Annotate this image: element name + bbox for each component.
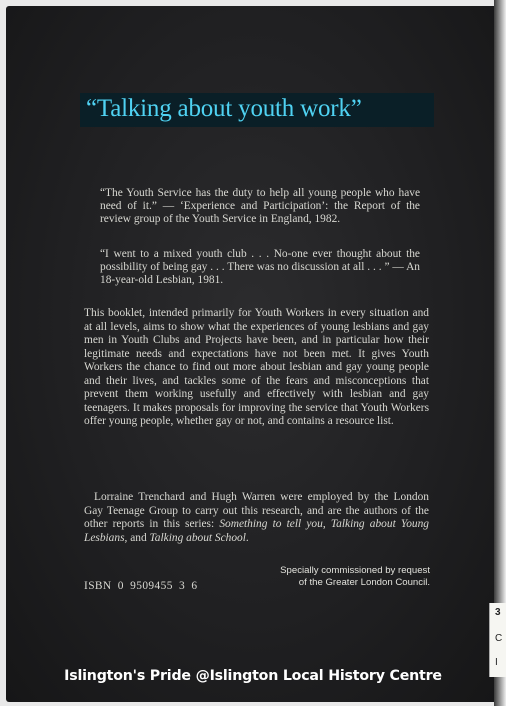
book-title: “Talking about youth work” bbox=[86, 95, 362, 122]
paragraph-end: . bbox=[245, 531, 249, 544]
library-label-line-1: 3 bbox=[495, 607, 501, 618]
library-label-line-2: C bbox=[495, 633, 503, 644]
commission-note bbox=[252, 565, 430, 589]
commission-line-1: Specially commissioned by request bbox=[280, 565, 430, 576]
series-title-3: Talking about School bbox=[149, 531, 246, 544]
quote-18-year-old: “I went to a mixed youth club . . . No-one ever thought about the possibility of being gay . . . There was no discussion at all . . . ” — An 18-year-old Lesbian, 1981. bbox=[100, 248, 420, 287]
description-paragraph: This booklet, intended primarily for Youth Workers in every situation and at all levels, aims to show what the experiences of young lesbians and gay men in Youth Clubs and Projects have been, and in particular how their legitimate needs and expectations have not been met. It gives Youth Workers the chance to find out more about lesbian and gay young people and their lives, and tackles some of the fears and misconceptions that prevent them working usefully and effectively with lesbian and gay teenagers. It makes proposals for improving the service that Youth Workers offer young people, whether gay or not, and contains a resource list. bbox=[84, 307, 429, 427]
commission-line-2: of the Greater London Council. bbox=[298, 577, 430, 588]
library-label-line-3: I bbox=[495, 657, 498, 668]
series-title-2: Talking about Young Lesbians bbox=[84, 518, 429, 544]
page-edge bbox=[494, 0, 506, 706]
series-title-1: Something to tell you bbox=[219, 518, 323, 530]
separator-1: , bbox=[322, 518, 331, 530]
separator-2: , and bbox=[124, 531, 150, 544]
credit-caption: Islington's Pride @Islington Local History Centre bbox=[64, 668, 442, 684]
authors-text: Lorraine Trenchard and Hugh Warren were employed by the London Gay Teenage Group to carry out this research, and are the authors of the other reports in this series: bbox=[84, 491, 429, 530]
authors-paragraph bbox=[84, 491, 429, 545]
quote-youth-service: “The Youth Service has the duty to help all young people who have need of it.” — ‘Experience and Participation’: the Report of the review group of the Youth Service in England, 1982. bbox=[100, 187, 420, 226]
isbn-number: ISBN 0 9509455 3 6 bbox=[84, 580, 198, 592]
